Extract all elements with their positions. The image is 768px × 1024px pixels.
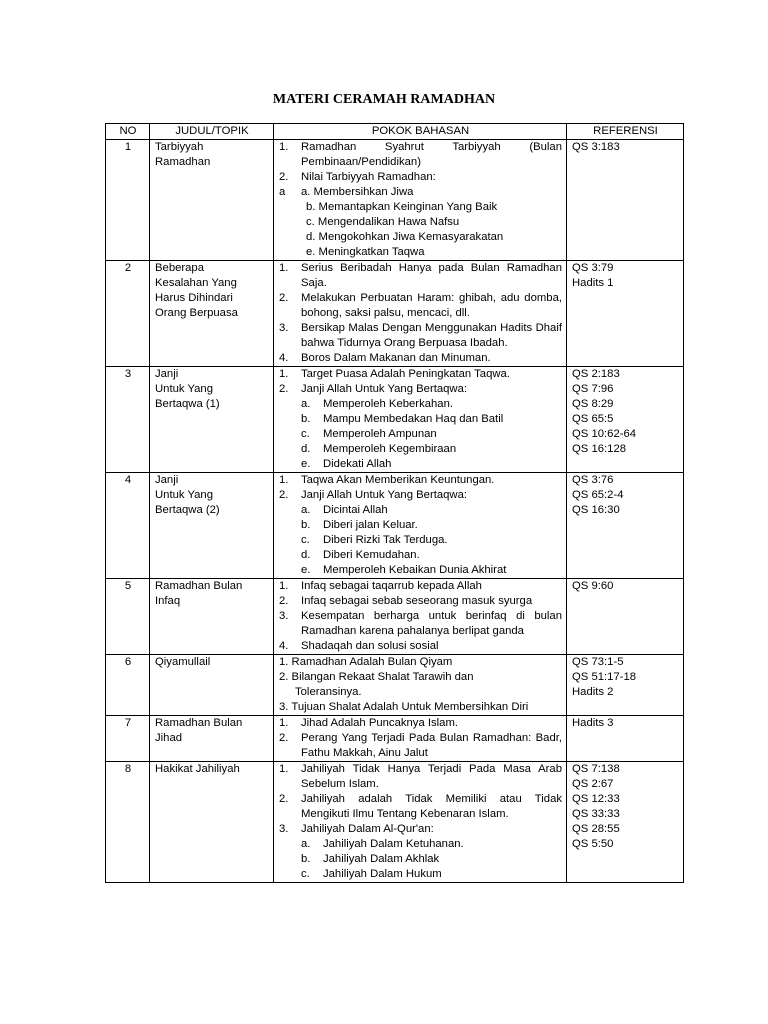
reference-item: QS 65:2-4 xyxy=(572,489,624,501)
discussion-item xyxy=(279,731,562,761)
item-text: Jahiliyah Tidak Hanya Terjadi Pada Masa Arab Sebelum Islam. xyxy=(301,763,562,790)
topic-line: Harus Dihindari xyxy=(155,292,233,304)
row-topic xyxy=(150,261,274,367)
row-references xyxy=(567,579,684,655)
subitem-text: Memperoleh Kebaikan Dunia Akhirat xyxy=(323,564,507,576)
row-number: 8 xyxy=(106,762,150,883)
item-text: a. Membersihkan Jiwa xyxy=(301,186,414,198)
topic-line: Untuk Yang xyxy=(155,489,213,501)
reference-item: QS 5:50 xyxy=(572,838,614,850)
discussion-item xyxy=(279,291,562,321)
row-number: 5 xyxy=(106,579,150,655)
table-body xyxy=(106,140,684,883)
subitem-letter: c. xyxy=(301,868,310,880)
topic-line: Beberapa xyxy=(155,262,204,274)
reference-item: QS 8:29 xyxy=(572,398,614,410)
item-number: 1. xyxy=(279,763,289,775)
reference-item: QS 10:62-64 xyxy=(572,428,637,440)
item-number: 2. xyxy=(279,732,289,744)
reference-item: Hadits 1 xyxy=(572,277,614,289)
discussion-item xyxy=(279,639,562,654)
subitem-text: Jahiliyah Dalam Akhlak xyxy=(323,853,440,865)
subitem-letter: a. xyxy=(301,398,311,410)
row-discussion xyxy=(274,140,567,261)
subitem-text: Jahiliyah Dalam Hukum xyxy=(323,868,442,880)
row-topic xyxy=(150,367,274,473)
subitem-letter: e. xyxy=(301,564,311,576)
reference-item: QS 51:17-18 xyxy=(572,671,637,683)
discussion-item xyxy=(279,579,562,594)
item-text: Melakukan Perbuatan Haram: ghibah, adu domba, bohong, saksi palsu, mencaci, dll. xyxy=(301,292,562,319)
row-number: 4 xyxy=(106,473,150,579)
discussion-subitem xyxy=(279,548,562,563)
discussion-item xyxy=(279,321,562,351)
row-number: 1 xyxy=(106,140,150,261)
topic-line: Janji xyxy=(155,474,179,486)
reference-item: QS 9:60 xyxy=(572,580,614,592)
topic-line: Bertaqwa (2) xyxy=(155,504,220,516)
subitem-text: Memperoleh Kegembiraan xyxy=(323,443,457,455)
topic-line: Jihad xyxy=(155,732,183,744)
table-row xyxy=(106,716,684,762)
discussion-line: 3. Tujuan Shalat Adalah Untuk Membersihkan Diri xyxy=(279,701,529,713)
subitem-text: Jahiliyah Dalam Ketuhanan. xyxy=(323,838,464,850)
topic-line: Ramadhan xyxy=(155,156,211,168)
item-text: Shadaqah dan solusi sosial xyxy=(301,640,439,652)
discussion-line: Toleransinya. xyxy=(295,686,362,698)
item-number: 1. xyxy=(279,474,289,486)
item-text: Perang Yang Terjadi Pada Bulan Ramadhan: Badr, Fathu Makkah, Ainu Jalut xyxy=(301,732,562,759)
reference-item: QS 7:96 xyxy=(572,383,614,395)
discussion-item xyxy=(279,488,562,503)
item-number: 2. xyxy=(279,383,289,395)
discussion-item xyxy=(279,170,562,185)
subitem-letter: a. xyxy=(301,838,311,850)
discussion-item xyxy=(279,261,562,291)
discussion-subitem: c. Mengendalikan Hawa Nafsu xyxy=(306,216,460,228)
row-number: 2 xyxy=(106,261,150,367)
subitem-letter: b. xyxy=(301,519,311,531)
discussion-subitem: d. Mengokohkan Jiwa Kemasyarakatan xyxy=(306,231,504,243)
reference-item: QS 33:33 xyxy=(572,808,620,820)
header-ref: REFERENSI xyxy=(567,124,684,140)
discussion-item xyxy=(279,716,562,731)
item-text: Infaq sebagai sebab seseorang masuk syurga xyxy=(301,595,533,607)
discussion-item xyxy=(279,792,562,822)
table-row xyxy=(106,261,684,367)
item-text: Boros Dalam Makanan dan Minuman. xyxy=(301,352,491,364)
row-discussion xyxy=(274,261,567,367)
topic-line: Ramadhan Bulan xyxy=(155,580,243,592)
topic-line: Orang Berpuasa xyxy=(155,307,238,319)
discussion-item xyxy=(279,140,562,170)
topic-line: Ramadhan Bulan xyxy=(155,717,243,729)
discussion-item xyxy=(279,762,562,792)
item-number: 1. xyxy=(279,141,289,153)
discussion-item xyxy=(279,473,562,488)
item-number: 2. xyxy=(279,489,289,501)
header-no: NO xyxy=(106,124,150,140)
row-discussion xyxy=(274,716,567,762)
discussion-item xyxy=(279,351,562,366)
row-discussion xyxy=(274,762,567,883)
discussion-item xyxy=(279,367,562,382)
item-number: 3. xyxy=(279,823,289,835)
row-topic xyxy=(150,716,274,762)
discussion-subitem xyxy=(279,837,562,852)
item-text: Nilai Tarbiyyah Ramadhan: xyxy=(301,171,436,183)
table-row xyxy=(106,473,684,579)
discussion-subitem xyxy=(279,442,562,457)
discussion-subitem xyxy=(279,563,562,578)
row-references xyxy=(567,473,684,579)
header-pokok: POKOK BAHASAN xyxy=(274,124,567,140)
table-row xyxy=(106,762,684,883)
item-number: 2. xyxy=(279,292,289,304)
item-text: Taqwa Akan Memberikan Keuntungan. xyxy=(301,474,495,486)
item-number: 3. xyxy=(279,610,289,622)
topic-line: Qiyamullail xyxy=(155,656,211,668)
subitem-text: Dicintai Allah xyxy=(323,504,388,516)
row-references xyxy=(567,367,684,473)
row-discussion xyxy=(274,655,567,716)
item-number: 1. xyxy=(279,368,289,380)
subitem-letter: b. xyxy=(301,853,311,865)
reference-item: Hadits 2 xyxy=(572,686,614,698)
item-text: Jihad Adalah Puncaknya Islam. xyxy=(301,717,458,729)
reference-item: QS 7:138 xyxy=(572,763,620,775)
row-topic xyxy=(150,473,274,579)
reference-item: QS 3:76 xyxy=(572,474,614,486)
discussion-subitem xyxy=(279,533,562,548)
item-number: 1. xyxy=(279,580,289,592)
discussion-subitem: b. Memantapkan Keinginan Yang Baik xyxy=(306,201,498,213)
topic-line: Janji xyxy=(155,368,179,380)
item-text: Janji Allah Untuk Yang Bertaqwa: xyxy=(301,489,467,501)
item-number: a xyxy=(279,186,286,198)
item-number: 2. xyxy=(279,793,289,805)
subitem-letter: b. xyxy=(301,413,311,425)
item-number: 2. xyxy=(279,171,289,183)
reference-item: QS 2:67 xyxy=(572,778,614,790)
reference-item: QS 2:183 xyxy=(572,368,620,380)
reference-item: QS 16:30 xyxy=(572,504,620,516)
subitem-text: Memperoleh Ampunan xyxy=(323,428,437,440)
table-row xyxy=(106,579,684,655)
row-references xyxy=(567,261,684,367)
row-references xyxy=(567,716,684,762)
subitem-letter: c. xyxy=(301,534,310,546)
reference-item: QS 3:183 xyxy=(572,141,620,153)
subitem-text: Didekati Allah xyxy=(323,458,392,470)
row-number: 3 xyxy=(106,367,150,473)
subitem-text: Diberi Kemudahan. xyxy=(323,549,420,561)
discussion-item xyxy=(279,594,562,609)
topic-line: Infaq xyxy=(155,595,181,607)
row-references xyxy=(567,140,684,261)
item-text: Jahiliyah adalah Tidak Memiliki atau Tidak Mengikuti Ilmu Tentang Kebenaran Islam. xyxy=(301,793,562,820)
subitem-letter: e. xyxy=(301,458,311,470)
topic-line: Kesalahan Yang xyxy=(155,277,237,289)
reference-item: QS 12:33 xyxy=(572,793,620,805)
item-text: Serius Beribadah Hanya pada Bulan Ramadhan Saja. xyxy=(301,262,562,289)
item-number: 3. xyxy=(279,322,289,334)
discussion-subitem xyxy=(279,427,562,442)
discussion-item xyxy=(279,609,562,639)
subitem-letter: d. xyxy=(301,549,311,561)
item-text: Janji Allah Untuk Yang Bertaqwa: xyxy=(301,383,467,395)
discussion-subitem xyxy=(279,867,562,882)
item-text: Infaq sebagai taqarrub kepada Allah xyxy=(301,580,482,592)
row-references xyxy=(567,762,684,883)
item-text: Bersikap Malas Dengan Menggunakan Hadits Dhaif bahwa Tidurnya Orang Berpuasa Ibadah. xyxy=(301,322,562,349)
discussion-subitem xyxy=(279,457,562,472)
discussion-line: 2. Bilangan Rekaat Shalat Tarawih dan xyxy=(279,671,474,683)
item-number: 2. xyxy=(279,595,289,607)
document-title: MATERI CERAMAH RAMADHAN xyxy=(272,92,496,107)
discussion-subitem xyxy=(279,397,562,412)
reference-item: Hadits 3 xyxy=(572,717,614,729)
row-number: 7 xyxy=(106,716,150,762)
discussion-item xyxy=(279,185,562,200)
reference-item: QS 16:128 xyxy=(572,443,627,455)
row-topic xyxy=(150,655,274,716)
row-number: 6 xyxy=(106,655,150,716)
item-number: 1. xyxy=(279,262,289,274)
reference-item: QS 73:1-5 xyxy=(572,656,624,668)
header-judul: JUDUL/TOPIK xyxy=(150,124,274,140)
item-text: Target Puasa Adalah Peningkatan Taqwa. xyxy=(301,368,510,380)
row-discussion xyxy=(274,579,567,655)
row-references xyxy=(567,655,684,716)
subitem-text: Diberi jalan Keluar. xyxy=(323,519,418,531)
item-text: Ramadhan Syahrut Tarbiyyah (Bulan Pembinaan/Pendidikan) xyxy=(301,141,562,168)
row-topic xyxy=(150,140,274,261)
table-row xyxy=(106,655,684,716)
topic-line: Hakikat Jahiliyah xyxy=(155,763,240,775)
table-row xyxy=(106,140,684,261)
discussion-subitem xyxy=(279,852,562,867)
discussion-line: 1. Ramadhan Adalah Bulan Qiyam xyxy=(279,656,453,668)
discussion-item xyxy=(279,382,562,397)
discussion-subitem xyxy=(279,412,562,427)
discussion-subitem xyxy=(279,503,562,518)
subitem-text: Diberi Rizki Tak Terduga. xyxy=(323,534,448,546)
row-topic xyxy=(150,579,274,655)
topic-line: Tarbiyyah xyxy=(155,141,204,153)
discussion-subitem: e. Meningkatkan Taqwa xyxy=(306,246,425,258)
item-number: 1. xyxy=(279,717,289,729)
item-number: 4. xyxy=(279,640,289,652)
table-row xyxy=(106,367,684,473)
discussion-item xyxy=(279,822,562,837)
subitem-letter: c. xyxy=(301,428,310,440)
subitem-text: Mampu Membedakan Haq dan Batil xyxy=(323,413,504,425)
topic-line: Bertaqwa (1) xyxy=(155,398,220,410)
table-header-row xyxy=(106,124,684,140)
row-topic xyxy=(150,762,274,883)
row-discussion xyxy=(274,367,567,473)
item-number: 4. xyxy=(279,352,289,364)
materi-table xyxy=(105,123,684,883)
reference-item: QS 3:79 xyxy=(572,262,614,274)
subitem-text: Memperoleh Keberkahan. xyxy=(323,398,453,410)
item-text: Jahiliyah Dalam Al-Qur'an: xyxy=(301,823,434,835)
row-discussion xyxy=(274,473,567,579)
discussion-subitem xyxy=(279,518,562,533)
item-text: Kesempatan berharga untuk berinfaq di bulan Ramadhan karena pahalanya berlipat ganda xyxy=(301,610,562,637)
subitem-letter: a. xyxy=(301,504,311,516)
topic-line: Untuk Yang xyxy=(155,383,213,395)
reference-item: QS 65:5 xyxy=(572,413,614,425)
reference-item: QS 28:55 xyxy=(572,823,620,835)
subitem-letter: d. xyxy=(301,443,311,455)
